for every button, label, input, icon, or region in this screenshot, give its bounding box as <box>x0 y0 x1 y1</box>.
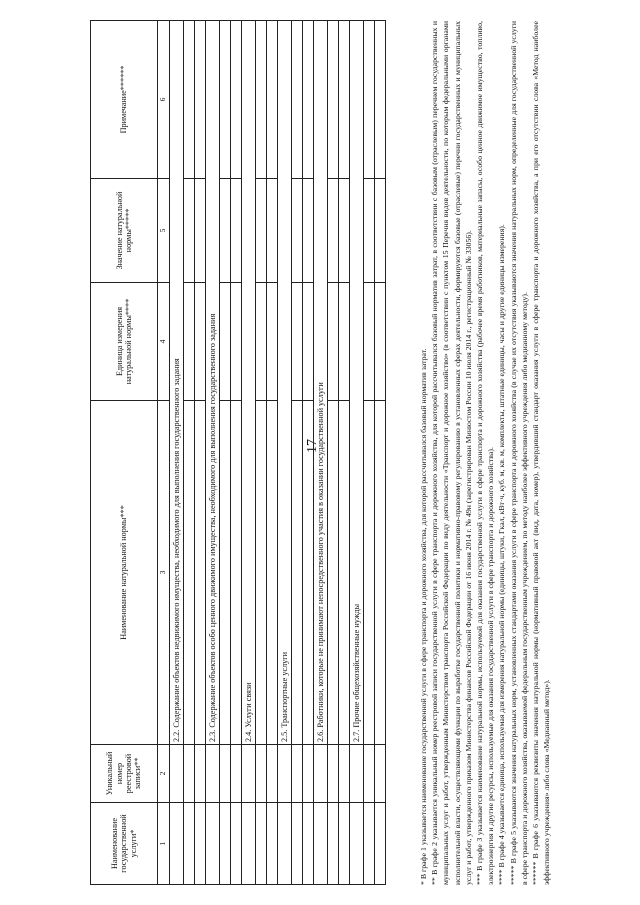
table-cell <box>350 745 364 803</box>
table-row <box>328 21 339 885</box>
table-section-row <box>242 21 256 885</box>
table-row <box>231 21 242 885</box>
natural-norms-table-wrapper <box>90 21 386 885</box>
table-section-row <box>278 21 292 885</box>
section-label: 2.6. Работники, которые не принимают непосредственного участия в оказании государственной услуги <box>314 21 328 745</box>
column-number: 6 <box>158 21 170 179</box>
header-unit: Единица измерения натуральной нормы**** <box>91 283 158 401</box>
footnote: * В графе 1 указывается наименование государственной услуги в сфере транспорта и дорожного хозяйства, для которой рассчитывался базовый норматив затрат. <box>419 348 428 885</box>
section-label: 2.5. Транспортные услуги <box>278 21 292 745</box>
header-registry-number: Уникальный номер реестровой записи** <box>91 745 158 803</box>
natural-norms-table <box>90 20 386 885</box>
footnotes <box>418 21 552 885</box>
section-label: 2.2. Содержание объектов недвижимого имущества, необходимого для выполнения государственного задания <box>170 21 184 745</box>
table-row <box>220 21 231 885</box>
table-cell <box>350 803 364 885</box>
table-row <box>339 21 350 885</box>
column-number: 1 <box>158 803 170 885</box>
table-header-row <box>91 21 158 885</box>
section-label: 2.3. Содержание объектов особо ценного движимого имущества, необходимого для выполнения государственного задания <box>206 21 220 745</box>
table-cell <box>314 745 328 803</box>
section-label: 2.4. Услуги связи <box>242 21 256 745</box>
column-number: 3 <box>158 401 170 745</box>
table-cell <box>206 803 220 885</box>
table-cell <box>278 803 292 885</box>
table-cell <box>242 745 256 803</box>
column-number: 2 <box>158 745 170 803</box>
table-section-row <box>170 21 184 885</box>
footnote: ***** В графе 5 указываются значения натуральных норм, установленных стандартами оказания услуги в сфере транспорта и дорожного хозяйства (в случае их отсутствия указываются значения натуральных норм, определенные для государственной услуги в сфере транспорта и дорожного хозяйства, оказываемой федеральным государственным учреждением, по методу наиболее эффективного учреждения либо медианному методу). <box>508 21 529 885</box>
footnote: ****** В графе 6 указываются реквизиты значения натуральной нормы (нормативный правовой акт (вид, дата, номер), утвердивший стандарт оказания услуги в сфере транспорта и дорожного хозяйства, а при его отсутствии слова «Метод наиболее эффективного учреждения» либо слова «Медианный метод»). <box>531 21 552 885</box>
table-row <box>267 21 278 885</box>
header-service-name: Наименование государственной услуги* <box>91 803 158 885</box>
column-number-row <box>158 21 170 885</box>
footnote: **** В графе 4 указывается единица, используемая для измерения натуральной нормы (единицы, штуки, Гкал, кВт·ч, куб. м, кв. м, комплекты, штатные единицы, часы и другие единицы измерения). <box>497 224 507 885</box>
landscape-page-content <box>20 20 620 885</box>
table-row <box>292 21 303 885</box>
table-cell <box>170 803 184 885</box>
table-row <box>375 21 386 885</box>
table-cell <box>242 803 256 885</box>
table-row <box>303 21 314 885</box>
column-number: 4 <box>158 283 170 401</box>
table-section-row <box>314 21 328 885</box>
table-section-row <box>350 21 364 885</box>
table-cell <box>170 745 184 803</box>
table-cell <box>314 803 328 885</box>
table-row <box>256 21 267 885</box>
page-number: 17 <box>305 439 320 453</box>
table-cell <box>206 745 220 803</box>
table-row <box>195 21 206 885</box>
header-note: Примечание****** <box>91 21 158 179</box>
footnote: *** В графе 3 указывается наименование натуральной нормы, используемой для оказания государственной услуги в сфере транспорта и дорожного хозяйства (рабочее время работников, материальные запасы, особо ценное движимое имущество, топливо, электроэнергия и другие ресурсы, используемые для оказания государственной услуги в сфере транспорта и дорожного хозяйства). <box>475 21 496 885</box>
section-label: 2.7. Прочие общехозяйственные нужды <box>350 21 364 745</box>
header-norm-name: Наименование натуральной нормы*** <box>91 401 158 745</box>
table-cell <box>278 745 292 803</box>
table-row <box>364 21 375 885</box>
table-row <box>184 21 195 885</box>
column-number: 5 <box>158 179 170 283</box>
footnote: ** В графе 2 указывается уникальный номер реестровой записи государственной услуги в сфере транспорта и дорожного хозяйства, для которой рассчитывался базовый норматив затрат, в соответствии с базовым (отраслевым) перечнем государственных и муниципальных услуг и работ, утвержденным Министерством транспорта Российской Федерации по виду деятельности «Транспорт и дорожное хозяйство» (в соответствии с пунктом 15 Перечня видов деятельности, по которым федеральными органами исполнительной власти, осуществляющими функции по выработке государственной политики и нормативно-правовому регулированию в установленных сферах деятельности, формируются базовые (отраслевые) перечни государственных и муниципальных услуг и работ, утвержденного приказом Министерства финансов Российской Федерации от 16 июня 2014 г. № 49н (зарегистрирован Минюстом России 10 июля 2014 г., регистрационный № 33056). <box>430 21 473 885</box>
table-section-row <box>206 21 220 885</box>
header-value: Значение натуральной нормы***** <box>91 179 158 283</box>
